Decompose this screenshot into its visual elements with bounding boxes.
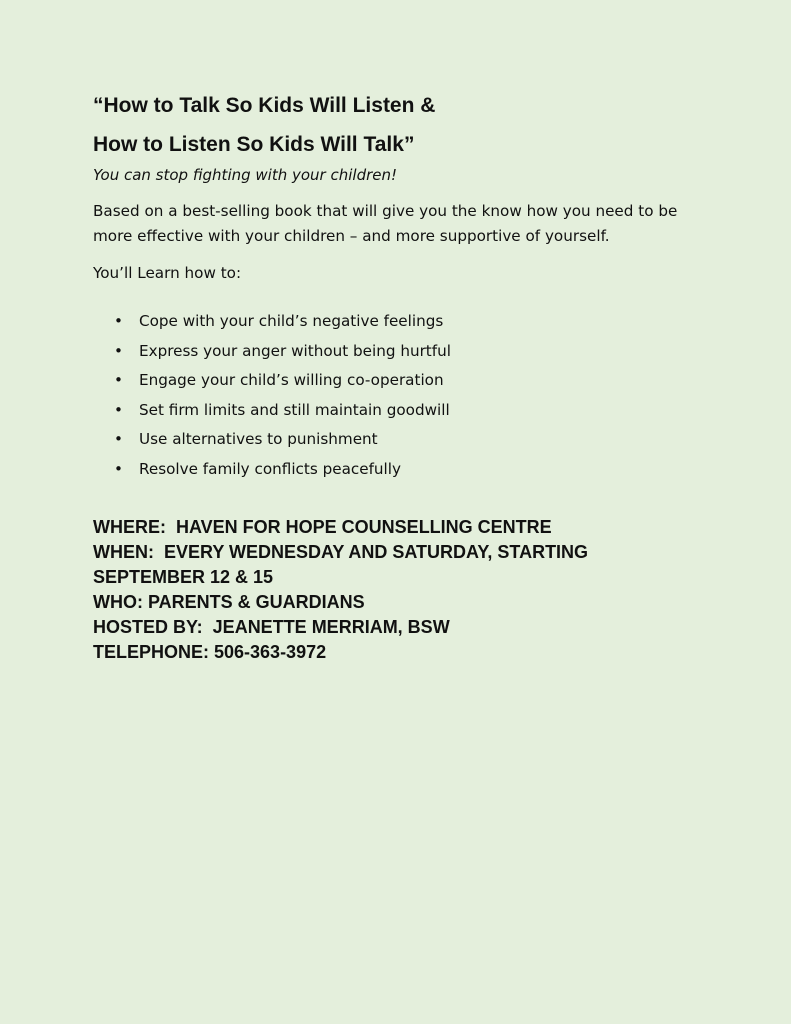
list-item-text: Resolve family conflicts peacefully bbox=[139, 459, 401, 478]
when-line: WHEN: EVERY WEDNESDAY AND SATURDAY, STARTING bbox=[93, 542, 589, 562]
flyer-document bbox=[93, 92, 713, 665]
list-item-text: Use alternatives to punishment bbox=[139, 430, 378, 448]
bullet-icon: • bbox=[114, 459, 123, 478]
title-line-2: How to Listen So Kids Will Talk” bbox=[93, 133, 415, 156]
list-item bbox=[93, 425, 713, 455]
event-details bbox=[93, 515, 713, 665]
where-line: WHERE: HAVEN FOR HOPE COUNSELLING CENTRE bbox=[93, 517, 552, 537]
list-item-text: Engage your child’s willing co-operation bbox=[139, 371, 444, 389]
bullet-icon: • bbox=[114, 371, 123, 389]
list-item bbox=[93, 307, 713, 337]
list-item bbox=[93, 396, 713, 426]
when-dates-line: SEPTEMBER 12 & 15 bbox=[93, 567, 274, 587]
learn-heading: You’ll Learn how to: bbox=[93, 264, 242, 282]
list-item bbox=[93, 366, 713, 396]
bullet-icon: • bbox=[114, 312, 123, 330]
list-item bbox=[93, 455, 713, 485]
bullet-icon: • bbox=[114, 341, 123, 360]
bullet-icon: • bbox=[114, 400, 123, 419]
list-item-text: Cope with your child’s negative feelings bbox=[139, 312, 444, 330]
list-item bbox=[93, 337, 713, 367]
title-line-1: “How to Talk So Kids Will Listen & bbox=[93, 94, 436, 117]
bullet-icon: • bbox=[114, 430, 123, 448]
list-item-text: Express your anger without being hurtful bbox=[139, 341, 451, 360]
intro-paragraph: Based on a best-selling book that will give you the know how you need to be more effective with your children – and more supportive of yourself. bbox=[93, 202, 678, 245]
who-line: WHO: PARENTS & GUARDIANS bbox=[93, 592, 365, 612]
list-item-text: Set firm limits and still maintain goodwill bbox=[139, 400, 450, 419]
benefits-list bbox=[93, 307, 713, 484]
telephone-line: TELEPHONE: 506-363-3972 bbox=[93, 642, 327, 662]
hosted-by-line: HOSTED BY: JEANETTE MERRIAM, BSW bbox=[93, 617, 450, 637]
subtitle: You can stop fighting with your children! bbox=[93, 166, 398, 184]
